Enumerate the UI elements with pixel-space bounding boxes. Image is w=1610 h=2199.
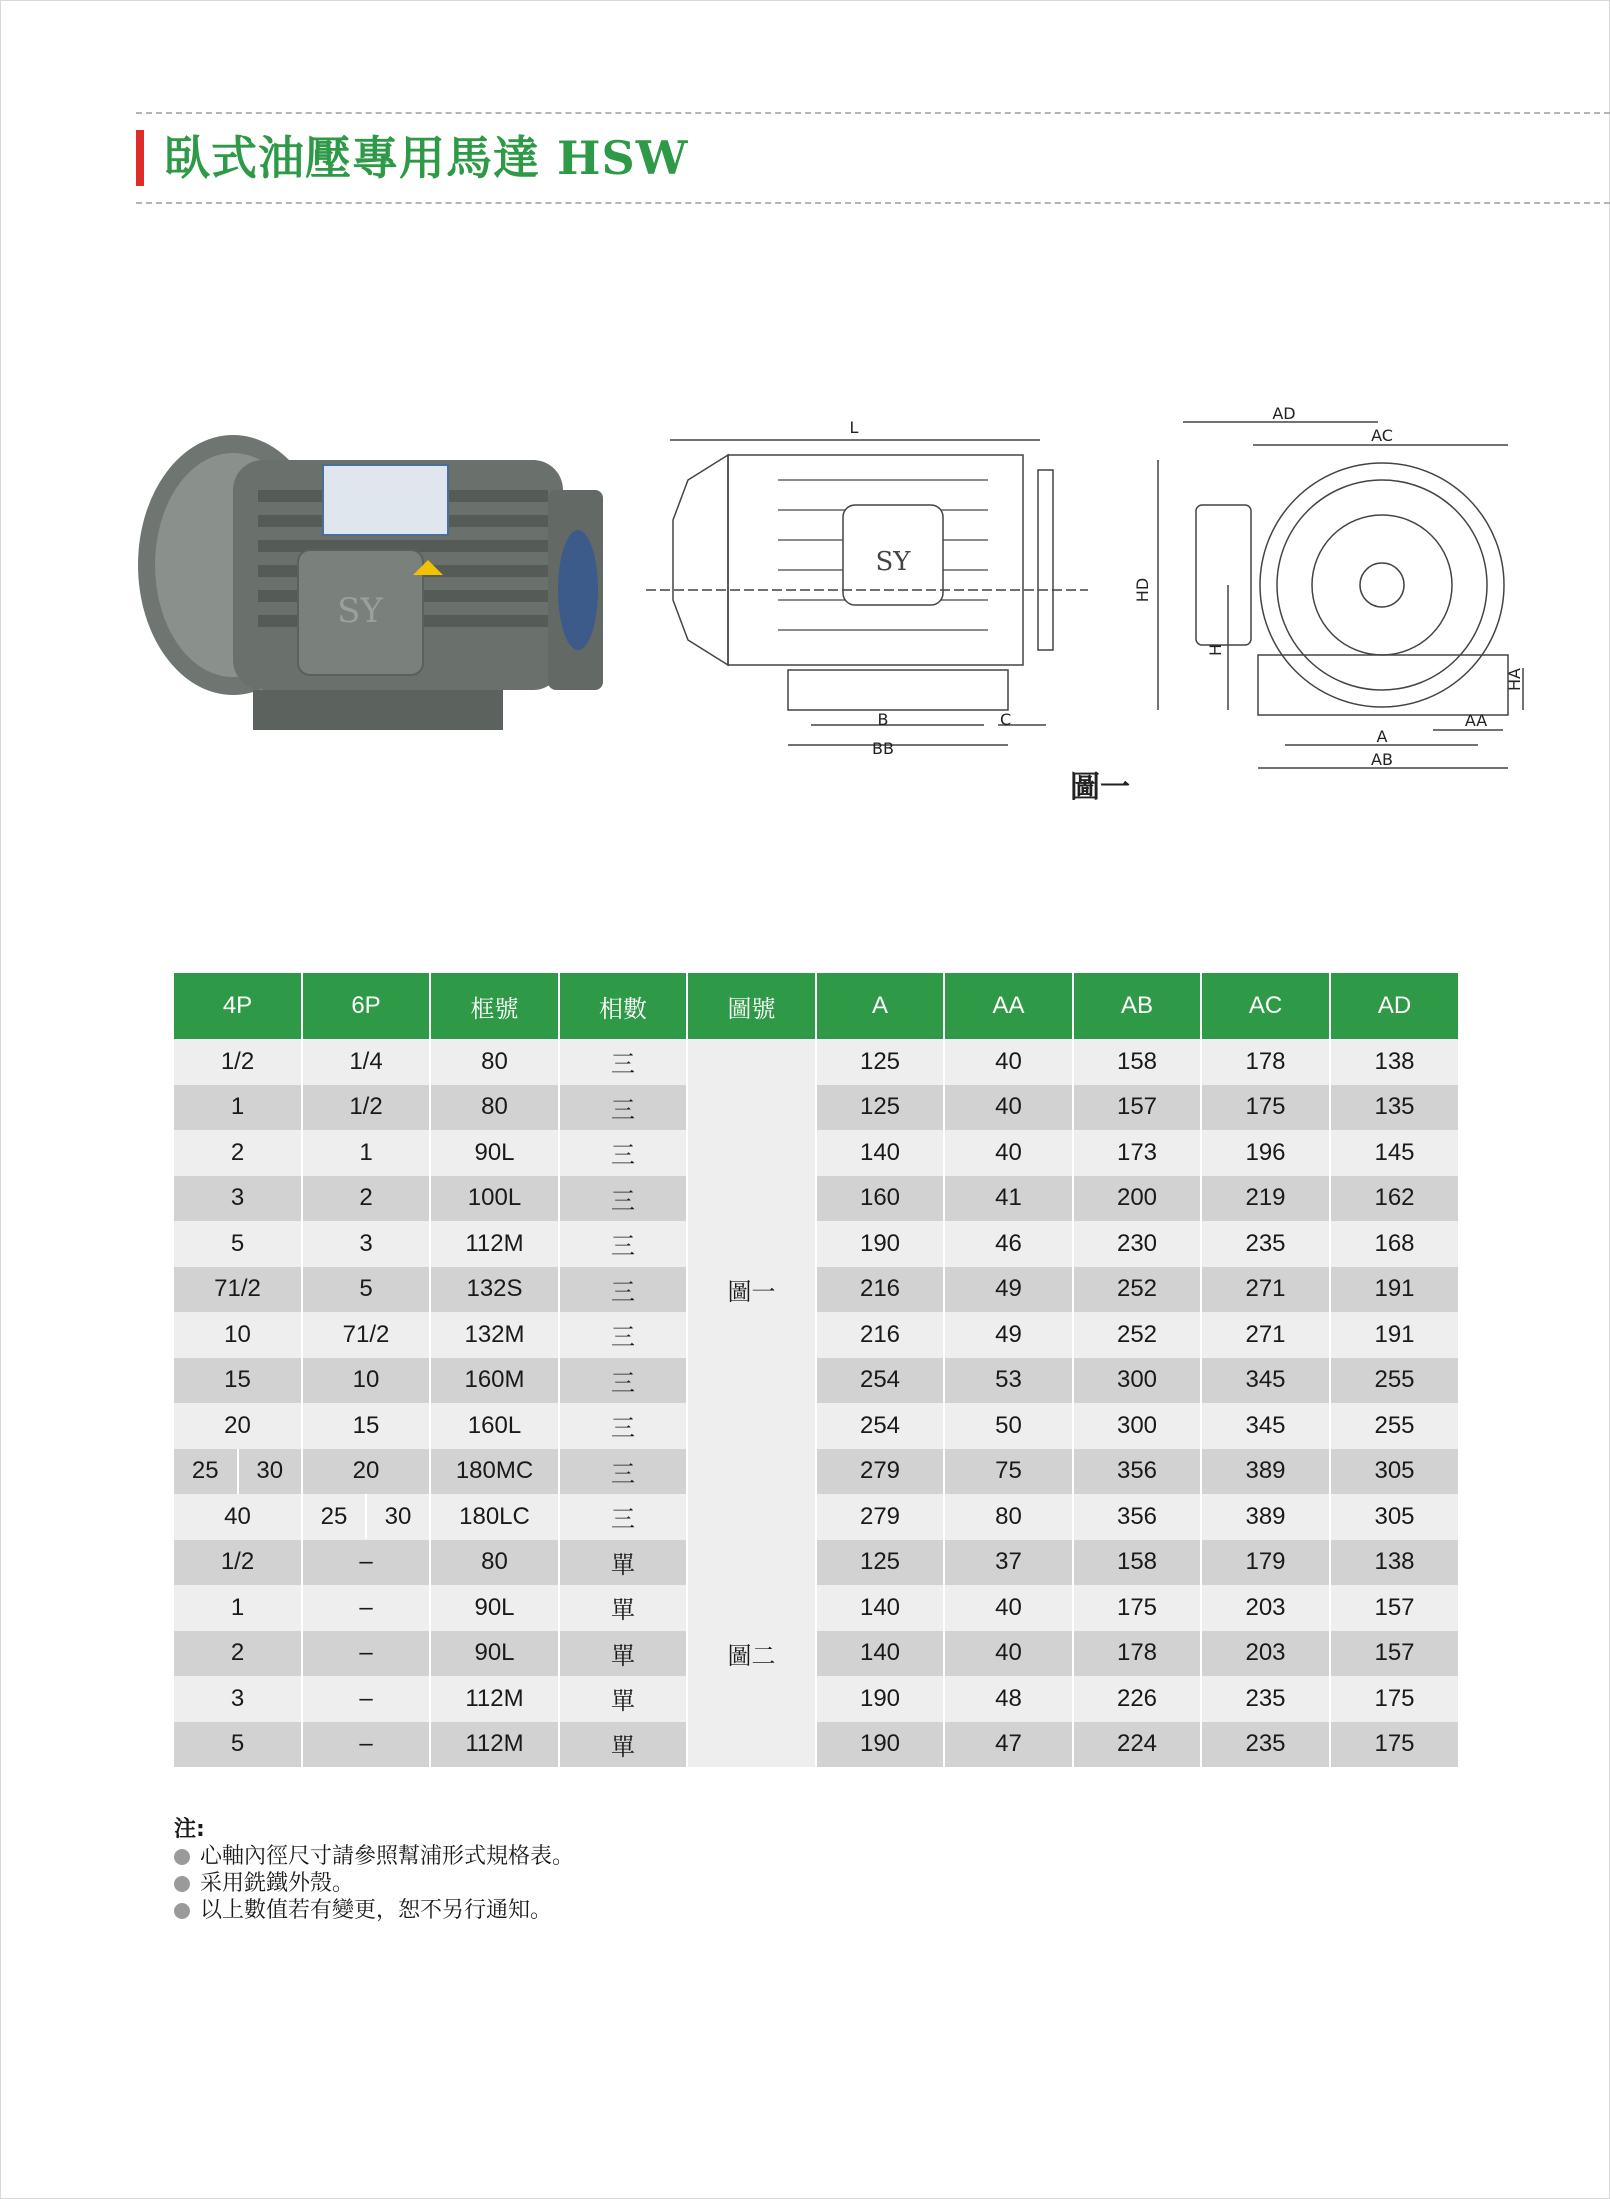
cell-ac: 196 [1201, 1130, 1330, 1176]
cell-aa: 50 [944, 1403, 1073, 1449]
table-row [174, 1130, 1458, 1176]
header-ab: AB [1073, 973, 1201, 1039]
side-view-drawing [646, 418, 1088, 758]
figure-caption: 圖一 [1070, 770, 1130, 805]
cell-frame: 112M [430, 1676, 559, 1722]
cell-4p: 71/2 [174, 1267, 302, 1313]
cell-4p-b: 30 [256, 1457, 284, 1485]
notes-section [174, 1816, 574, 1924]
svg-text:AC: AC [1371, 426, 1393, 445]
product-figures [128, 400, 1528, 820]
cell-aa: 40 [944, 1585, 1073, 1631]
cell-frame: 132S [430, 1267, 559, 1313]
title-accent-bar [136, 130, 144, 186]
cell-a: 140 [816, 1631, 944, 1677]
cell-frame: 112M [430, 1722, 559, 1768]
note-item [174, 1870, 574, 1897]
table-row [174, 1494, 1458, 1540]
cell-4p: 1/2 [174, 1540, 302, 1586]
cell-6p-b: 30 [384, 1502, 412, 1530]
svg-text:AB: AB [1371, 750, 1393, 769]
cell-phase: 三 [559, 1449, 687, 1495]
bullet-icon [174, 1903, 190, 1919]
svg-text:C: C [1000, 710, 1012, 729]
cell-aa: 53 [944, 1358, 1073, 1404]
header-frame: 框號 [430, 973, 559, 1039]
bullet-icon [174, 1876, 190, 1892]
cell-a: 125 [816, 1039, 944, 1085]
cell-6p-split [302, 1494, 430, 1540]
cell-phase: 三 [559, 1176, 687, 1222]
cell-a: 140 [816, 1130, 944, 1176]
cell-ad: 175 [1330, 1722, 1458, 1768]
cell-ab: 300 [1073, 1358, 1201, 1404]
cell-6p: 5 [302, 1267, 430, 1313]
cell-ad: 191 [1330, 1267, 1458, 1313]
svg-text:A: A [1376, 727, 1388, 746]
cell-ac: 235 [1201, 1221, 1330, 1267]
cell-4p: 40 [174, 1494, 302, 1540]
table-row [174, 1358, 1458, 1404]
cell-frame: 90L [430, 1585, 559, 1631]
cell-4p: 20 [174, 1403, 302, 1449]
front-view-drawing [1133, 404, 1524, 769]
cell-aa: 41 [944, 1176, 1073, 1222]
table-row [174, 1039, 1458, 1085]
cell-phase: 單 [559, 1585, 687, 1631]
photo-logo-text: SY [337, 591, 383, 631]
cell-ab: 200 [1073, 1176, 1201, 1222]
cell-figure-group-2: 圖二 [687, 1540, 816, 1768]
cell-a: 254 [816, 1403, 944, 1449]
cell-6p: 1/2 [302, 1085, 430, 1131]
cell-ab: 224 [1073, 1722, 1201, 1768]
cell-ad: 138 [1330, 1540, 1458, 1586]
cell-phase: 單 [559, 1540, 687, 1586]
table-row [174, 1267, 1458, 1313]
cell-aa: 40 [944, 1631, 1073, 1677]
table-row [174, 1085, 1458, 1131]
table-row [174, 1176, 1458, 1222]
svg-text:HD: HD [1133, 577, 1152, 603]
motor-photo [138, 435, 603, 730]
page-title: 臥式油壓專用馬達 HSW [164, 131, 689, 185]
cell-frame: 180MC [430, 1449, 559, 1495]
cell-4p: 1 [174, 1585, 302, 1631]
note-item [174, 1897, 574, 1924]
cell-ac: 345 [1201, 1403, 1330, 1449]
cell-ac: 271 [1201, 1267, 1330, 1313]
cell-phase: 三 [559, 1221, 687, 1267]
cell-frame: 180LC [430, 1494, 559, 1540]
table-row [174, 1403, 1458, 1449]
cell-6p: 10 [302, 1358, 430, 1404]
cell-6p: 20 [302, 1449, 430, 1495]
cell-4p: 2 [174, 1631, 302, 1677]
cell-a: 190 [816, 1676, 944, 1722]
cell-phase: 三 [559, 1267, 687, 1313]
svg-text:HA: HA [1505, 668, 1524, 691]
cell-ab: 158 [1073, 1039, 1201, 1085]
cell-phase: 單 [559, 1722, 687, 1768]
cell-ad: 157 [1330, 1631, 1458, 1677]
cell-ab: 178 [1073, 1631, 1201, 1677]
header-divider-top [136, 112, 1610, 114]
cell-ad: 145 [1330, 1130, 1458, 1176]
cell-6p: 2 [302, 1176, 430, 1222]
note-text: 以上數值若有變更，恕不另行通知。 [200, 1898, 553, 1923]
cell-ac: 235 [1201, 1676, 1330, 1722]
cell-ac: 175 [1201, 1085, 1330, 1131]
cell-ac: 203 [1201, 1631, 1330, 1677]
header-aa: AA [944, 973, 1073, 1039]
svg-text:BB: BB [872, 739, 894, 758]
cell-ad: 305 [1330, 1449, 1458, 1495]
cell-4p: 5 [174, 1722, 302, 1768]
cell-ab: 226 [1073, 1676, 1201, 1722]
table-row [174, 1631, 1458, 1677]
cell-6p: – [302, 1722, 430, 1768]
cell-aa: 40 [944, 1039, 1073, 1085]
cell-4p-split [174, 1449, 302, 1495]
note-text: 采用銑鐵外殼。 [200, 1871, 355, 1896]
cell-4p: 3 [174, 1676, 302, 1722]
cell-frame: 112M [430, 1221, 559, 1267]
cell-aa: 48 [944, 1676, 1073, 1722]
cell-a: 216 [816, 1312, 944, 1358]
cell-ab: 158 [1073, 1540, 1201, 1586]
cell-ad: 168 [1330, 1221, 1458, 1267]
svg-text:B: B [877, 710, 889, 729]
cell-frame: 80 [430, 1085, 559, 1131]
cell-6p: – [302, 1631, 430, 1677]
cell-aa: 46 [944, 1221, 1073, 1267]
cell-a: 190 [816, 1221, 944, 1267]
cell-ab: 173 [1073, 1130, 1201, 1176]
cell-a: 279 [816, 1494, 944, 1540]
cell-frame: 160M [430, 1358, 559, 1404]
table-row [174, 1676, 1458, 1722]
cell-ab: 252 [1073, 1267, 1201, 1313]
cell-frame: 90L [430, 1130, 559, 1176]
cell-4p: 1/2 [174, 1039, 302, 1085]
table-row [174, 1540, 1458, 1586]
cell-ac: 178 [1201, 1039, 1330, 1085]
svg-text:AD: AD [1272, 404, 1296, 423]
spec-table [174, 973, 1458, 1767]
cell-aa: 40 [944, 1085, 1073, 1131]
cell-phase: 單 [559, 1631, 687, 1677]
header-ad: AD [1330, 973, 1458, 1039]
cell-a: 125 [816, 1540, 944, 1586]
cell-ac: 389 [1201, 1494, 1330, 1540]
cell-6p: 1/4 [302, 1039, 430, 1085]
cell-aa: 37 [944, 1540, 1073, 1586]
cell-ad: 138 [1330, 1039, 1458, 1085]
cell-6p: – [302, 1540, 430, 1586]
cell-ab: 300 [1073, 1403, 1201, 1449]
cell-ab: 157 [1073, 1085, 1201, 1131]
table-row [174, 1722, 1458, 1768]
cell-6p: 71/2 [302, 1312, 430, 1358]
header-divider-bottom [136, 202, 1610, 204]
cell-ad: 175 [1330, 1676, 1458, 1722]
cell-6p: 1 [302, 1130, 430, 1176]
cell-ab: 356 [1073, 1449, 1201, 1495]
cell-ab: 175 [1073, 1585, 1201, 1631]
cell-ac: 203 [1201, 1585, 1330, 1631]
cell-4p: 3 [174, 1176, 302, 1222]
svg-text:L: L [849, 418, 859, 437]
cell-phase: 三 [559, 1358, 687, 1404]
cell-ad: 157 [1330, 1585, 1458, 1631]
cell-ab: 356 [1073, 1494, 1201, 1540]
cell-4p: 15 [174, 1358, 302, 1404]
notes-title: 注: [174, 1817, 205, 1842]
table-header-row [174, 973, 1458, 1039]
cell-phase: 三 [559, 1130, 687, 1176]
cell-a: 279 [816, 1449, 944, 1495]
cell-frame: 90L [430, 1631, 559, 1677]
cell-6p-a: 25 [320, 1502, 348, 1530]
cell-phase: 三 [559, 1312, 687, 1358]
cell-frame: 132M [430, 1312, 559, 1358]
cell-ac: 345 [1201, 1358, 1330, 1404]
cell-a: 254 [816, 1358, 944, 1404]
cell-figure-group-1: 圖一 [687, 1039, 816, 1540]
cell-ad: 191 [1330, 1312, 1458, 1358]
cell-a: 190 [816, 1722, 944, 1768]
cell-4p: 1 [174, 1085, 302, 1131]
cell-frame: 160L [430, 1403, 559, 1449]
note-text: 心軸內徑尺寸請參照幫浦形式規格表。 [200, 1844, 575, 1869]
cell-6p: 3 [302, 1221, 430, 1267]
cell-aa: 75 [944, 1449, 1073, 1495]
cell-frame: 80 [430, 1540, 559, 1586]
cell-ab: 230 [1073, 1221, 1201, 1267]
cell-aa: 47 [944, 1722, 1073, 1768]
table-row [174, 1221, 1458, 1267]
cell-phase: 三 [559, 1494, 687, 1540]
cell-phase: 三 [559, 1403, 687, 1449]
cell-frame: 80 [430, 1039, 559, 1085]
cell-ad: 255 [1330, 1403, 1458, 1449]
cell-4p: 5 [174, 1221, 302, 1267]
header-4p: 4P [174, 973, 302, 1039]
cell-a: 140 [816, 1585, 944, 1631]
bullet-icon [174, 1849, 190, 1865]
cell-a: 125 [816, 1085, 944, 1131]
cell-6p: – [302, 1585, 430, 1631]
cell-phase: 三 [559, 1039, 687, 1085]
cell-4p-a: 25 [191, 1457, 219, 1485]
cell-a: 216 [816, 1267, 944, 1313]
cell-aa: 80 [944, 1494, 1073, 1540]
cell-ac: 271 [1201, 1312, 1330, 1358]
header-figure: 圖號 [687, 973, 816, 1039]
cell-frame: 100L [430, 1176, 559, 1222]
cell-ac: 179 [1201, 1540, 1330, 1586]
cell-ad: 162 [1330, 1176, 1458, 1222]
cell-aa: 49 [944, 1312, 1073, 1358]
header-phase: 相數 [559, 973, 687, 1039]
cell-ac: 235 [1201, 1722, 1330, 1768]
table-row [174, 1449, 1458, 1495]
header-6p: 6P [302, 973, 430, 1039]
header-a: A [816, 973, 944, 1039]
table-row [174, 1312, 1458, 1358]
cell-aa: 49 [944, 1267, 1073, 1313]
table-row [174, 1585, 1458, 1631]
note-item [174, 1843, 574, 1870]
svg-text:AA: AA [1464, 711, 1488, 730]
svg-text:SY: SY [875, 547, 911, 577]
cell-4p: 10 [174, 1312, 302, 1358]
cell-4p: 2 [174, 1130, 302, 1176]
cell-ac: 389 [1201, 1449, 1330, 1495]
cell-6p: – [302, 1676, 430, 1722]
cell-6p: 15 [302, 1403, 430, 1449]
header-ac: AC [1201, 973, 1330, 1039]
cell-phase: 三 [559, 1085, 687, 1131]
cell-ac: 219 [1201, 1176, 1330, 1222]
cell-ab: 252 [1073, 1312, 1201, 1358]
cell-a: 160 [816, 1176, 944, 1222]
svg-text:H: H [1206, 643, 1225, 657]
cell-ad: 135 [1330, 1085, 1458, 1131]
cell-ad: 255 [1330, 1358, 1458, 1404]
cell-phase: 單 [559, 1676, 687, 1722]
cell-aa: 40 [944, 1130, 1073, 1176]
cell-ad: 305 [1330, 1494, 1458, 1540]
